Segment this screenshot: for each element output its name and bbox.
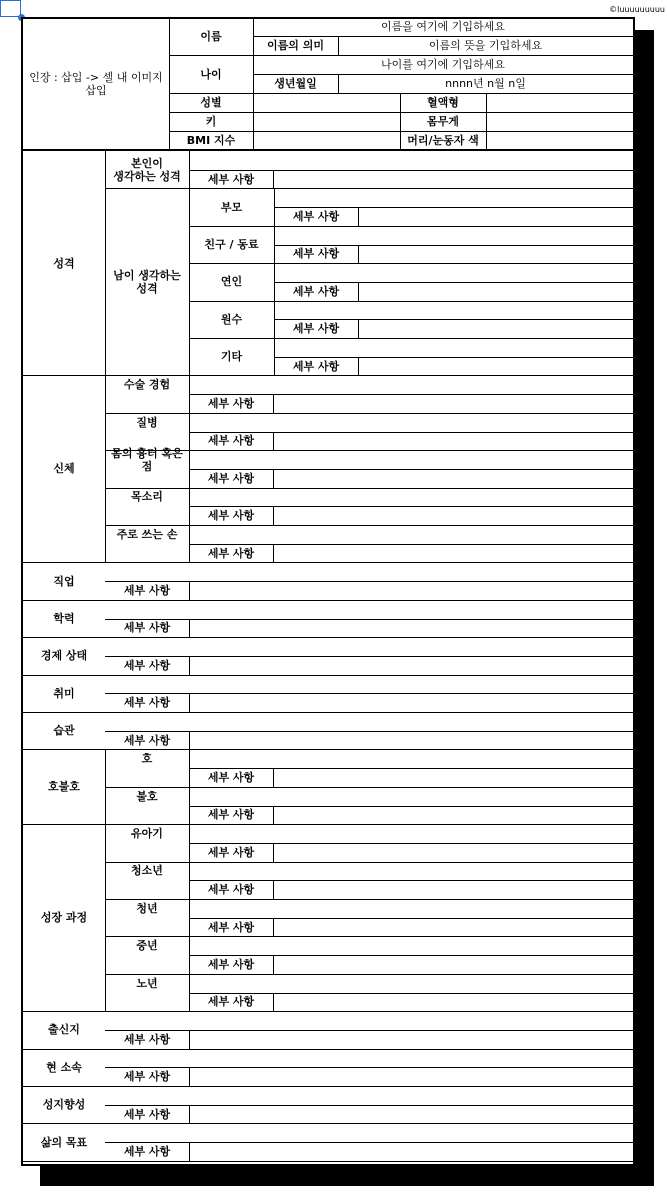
grid-line: [358, 357, 359, 376]
grid-line: [189, 731, 190, 750]
simple-row-label-2: 경제 상태: [40, 649, 88, 663]
border-bottom: [21, 1164, 635, 1166]
bmi-label: BMI 지수: [186, 134, 236, 147]
simple-row-label-0: 직업: [53, 574, 75, 588]
self-personality-label: 본인이 생각하는 성격: [113, 156, 181, 183]
grid-line: [358, 282, 359, 301]
detail-label: 세부 사항: [123, 1070, 171, 1084]
grid-line: [189, 936, 190, 973]
relation-value-2[interactable]: [274, 263, 633, 282]
growth-item-1-value[interactable]: [189, 862, 633, 881]
personality-section-label: 성격: [53, 256, 75, 270]
body-item-1-detail-value[interactable]: [273, 432, 633, 451]
detail-label: 세부 사항: [207, 434, 255, 448]
name-label: 이름: [200, 29, 222, 43]
grid-line: [189, 1030, 190, 1049]
body-item-0: 수술 경험: [123, 378, 171, 392]
body-item-3: 목소리: [131, 490, 163, 504]
grid-line: [189, 581, 190, 600]
tail-row-label-3: 삶의 목표: [40, 1135, 88, 1149]
growth-item-0-value[interactable]: [189, 824, 633, 843]
body-item-3-detail-value[interactable]: [273, 506, 633, 525]
detail-label: 세부 사항: [207, 770, 255, 784]
likes-item-1: 불호: [136, 789, 158, 803]
name-meaning-label: 이름의 의미: [267, 39, 324, 52]
growth-item-1-detail-value[interactable]: [273, 880, 633, 899]
simple-row-label-1: 학력: [53, 611, 75, 625]
body-item-4-detail-value[interactable]: [273, 544, 633, 563]
grid-line: [189, 525, 190, 562]
detail-label: 세부 사항: [292, 247, 340, 261]
simple-row-label-0-value[interactable]: [105, 562, 633, 581]
growth-item-3-value[interactable]: [189, 936, 633, 955]
relation-value-1[interactable]: [274, 226, 633, 245]
grid-line: [105, 375, 106, 562]
tail-row-label-1-value[interactable]: [105, 1049, 633, 1068]
grid-line: [189, 824, 190, 861]
growth-item-0: 유아기: [131, 827, 163, 841]
grid-line: [105, 824, 106, 1011]
detail-label: 세부 사항: [207, 471, 255, 485]
growth-item-4-detail-value[interactable]: [273, 993, 633, 1012]
detail-label: 세부 사항: [123, 1032, 171, 1046]
detail-label: 세부 사항: [207, 845, 255, 859]
growth-item-4: 노년: [136, 976, 158, 990]
detail-label: 세부 사항: [207, 883, 255, 897]
image-placeholder-note[interactable]: 인장 : 삽입 -> 셀 내 이미지 삽입: [29, 71, 163, 97]
grid-line: [189, 375, 190, 412]
weight-label: 몸무게: [427, 115, 459, 128]
detail-label: 세부 사항: [123, 696, 171, 710]
body-item-1-value[interactable]: [189, 413, 633, 432]
detail-label: 세부 사항: [123, 621, 171, 635]
grid-line: [189, 749, 190, 786]
simple-row-label-3: 취미: [53, 686, 75, 700]
detail-label: 세부 사항: [207, 509, 255, 523]
body-item-2-value[interactable]: [189, 450, 633, 469]
simple-row-label-1-value[interactable]: [105, 600, 633, 619]
tail-row-label-3-value[interactable]: [105, 1123, 633, 1142]
relation-label-1: 친구 / 동료: [204, 237, 259, 251]
tail-row-label-2: 성지향성: [42, 1098, 86, 1112]
tail-row-label-0: 출신지: [48, 1023, 80, 1037]
detail-label: 세부 사항: [292, 322, 340, 336]
body-item-2-detail-value[interactable]: [273, 469, 633, 488]
simple-row-label-4: 습관: [53, 724, 75, 738]
grid-line: [189, 1067, 190, 1086]
grid-line: [358, 319, 359, 338]
grid-line: [189, 1105, 190, 1124]
grid-line: [105, 151, 106, 375]
likes-item-0-value[interactable]: [189, 749, 633, 768]
likes-item-1-value[interactable]: [189, 787, 633, 806]
grid-line: [21, 1161, 635, 1162]
simple-row-label-3-value[interactable]: [105, 675, 633, 694]
detail-label: 세부 사항: [123, 1144, 171, 1158]
relation-value-4[interactable]: [274, 338, 633, 357]
growth-item-1: 청소년: [131, 864, 163, 878]
name-meaning-value[interactable]: 이름의 뜻을 기입하세요: [428, 39, 543, 52]
border-right: [633, 17, 635, 1166]
grid-line: [273, 170, 274, 189]
relation-label-0: 부모: [220, 200, 243, 214]
relation-label-2: 연인: [220, 275, 243, 289]
grid-line: [189, 899, 190, 936]
growth-section-label: 성장 과정: [40, 911, 88, 925]
body-item-4-value[interactable]: [189, 525, 633, 544]
grid-line: [358, 245, 359, 264]
age-value[interactable]: 나이를 여기에 기입하세요: [381, 58, 505, 71]
body-item-4: 주로 쓰는 손: [116, 527, 178, 541]
growth-item-0-detail-value[interactable]: [273, 843, 633, 862]
gender-label: 성별: [200, 96, 222, 109]
grid-line: [105, 749, 106, 824]
body-item-0-value[interactable]: [189, 375, 633, 394]
grid-line: [189, 450, 190, 487]
detail-label: 세부 사항: [292, 284, 340, 298]
blood-type-label: 혈액형: [427, 96, 459, 109]
detail-label: 세부 사항: [292, 209, 340, 223]
relation-label-3: 원수: [220, 312, 243, 326]
grid-line: [189, 862, 190, 899]
detail-label: 세부 사항: [292, 359, 340, 373]
grid-line: [189, 787, 190, 824]
self-personality-value[interactable]: [189, 151, 633, 170]
detail-label: 세부 사항: [207, 920, 255, 934]
simple-row-label-2-value[interactable]: [105, 637, 633, 656]
detail-label: 세부 사항: [207, 546, 255, 560]
detail-label: 세부 사항: [207, 808, 255, 822]
relation-value-0[interactable]: [274, 188, 633, 207]
tail-row-label-1: 현 소속: [46, 1060, 82, 1074]
grid-line: [189, 188, 190, 375]
simple-row-label-4-value[interactable]: [105, 712, 633, 731]
detail-label: 세부 사항: [207, 995, 255, 1009]
growth-item-2: 청년: [136, 901, 158, 915]
body-item-0-detail-value[interactable]: [273, 394, 633, 413]
growth-item-3-detail-value[interactable]: [273, 955, 633, 974]
detail-label: 세부 사항: [207, 396, 255, 410]
grid-line: [189, 488, 190, 525]
likes-section-label: 호불호: [48, 780, 80, 794]
grid-line: [358, 207, 359, 226]
hair-eye-color-label: 머리/눈동자 색: [407, 134, 479, 147]
body-item-3-value[interactable]: [189, 488, 633, 507]
detail-label: 세부 사항: [207, 957, 255, 971]
grid-line: [486, 93, 487, 150]
body-item-1: 질병: [136, 415, 158, 429]
likes-item-0-detail-value[interactable]: [273, 768, 633, 787]
tail-row-label-2-value[interactable]: [105, 1086, 633, 1105]
birthday-value[interactable]: nnnn년 n월 n일: [445, 77, 526, 90]
grid-line: [189, 974, 190, 1011]
growth-item-2-value[interactable]: [189, 899, 633, 918]
grid-line: [189, 619, 190, 638]
relation-label-4: 기타: [220, 350, 243, 364]
copyright-text: ©luuuuuuuuu: [609, 5, 665, 14]
detail-label: 세부 사항: [207, 172, 255, 186]
grid-line: [189, 1142, 190, 1161]
birthday-label: 생년월일: [274, 77, 317, 90]
character-sheet: [21, 17, 635, 1166]
grid-line: [189, 693, 190, 712]
likes-item-1-detail-value[interactable]: [273, 806, 633, 825]
likes-item-0: 호: [141, 752, 153, 766]
age-label: 나이: [200, 67, 222, 81]
growth-item-4-value[interactable]: [189, 974, 633, 993]
detail-label: 세부 사항: [123, 1107, 171, 1121]
tail-row-label-0-value[interactable]: [105, 1011, 633, 1030]
detail-label: 세부 사항: [123, 583, 171, 597]
detail-label: 세부 사항: [123, 733, 171, 747]
relation-value-3[interactable]: [274, 301, 633, 320]
grid-line: [189, 413, 190, 450]
others-personality-label: 남이 생각하는 성격: [113, 268, 181, 295]
grid-line: [189, 656, 190, 675]
body-item-2: 몸의 흉터 혹은 점: [111, 446, 183, 473]
name-value[interactable]: 이름을 여기에 기입하세요: [381, 20, 505, 33]
height-label: 키: [205, 115, 217, 128]
growth-item-2-detail-value[interactable]: [273, 918, 633, 937]
detail-label: 세부 사항: [123, 658, 171, 672]
body-section-label: 신체: [53, 462, 75, 476]
growth-item-3: 중년: [136, 939, 158, 953]
